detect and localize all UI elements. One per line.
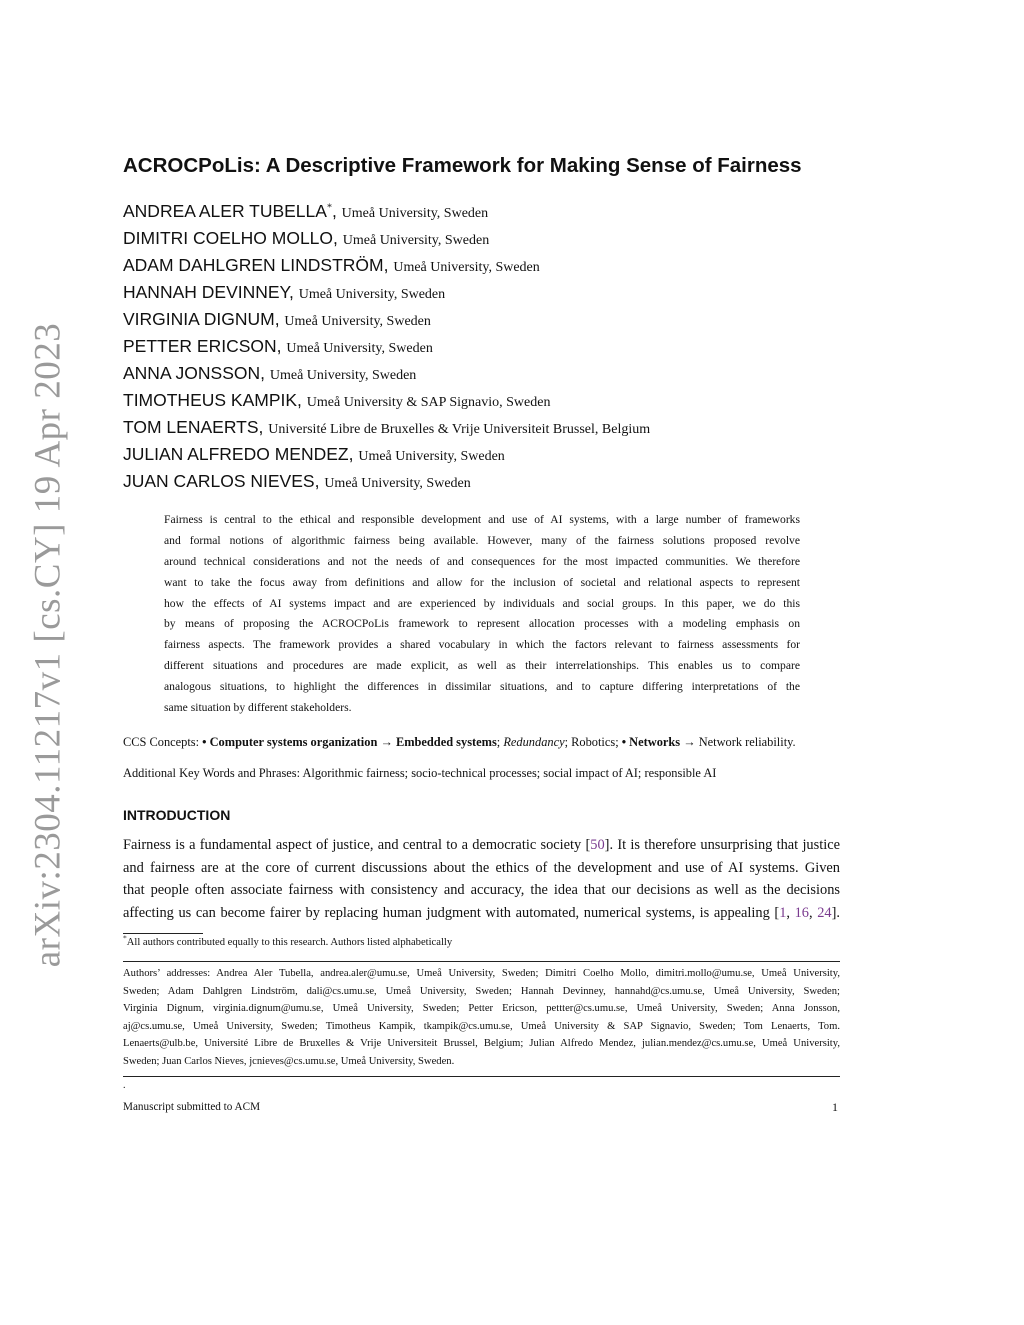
ccs-term: Network reliability.	[698, 735, 796, 749]
intro-text: ,	[809, 905, 818, 922]
author-comma: ,	[348, 444, 359, 464]
ccs-label: CCS Concepts:	[123, 735, 203, 749]
author-entry	[123, 279, 650, 306]
author-list	[123, 198, 650, 495]
author-comma: ,	[333, 228, 343, 248]
author-affiliation: Umeå University, Sweden	[358, 449, 505, 464]
address-line: Sweden; Juan Carlos Nieves, jcnieves@cs.umu.se, Umeå University, Sweden.	[123, 1055, 455, 1067]
author-affiliation: Umeå University, Sweden	[341, 206, 489, 221]
author-entry	[123, 252, 650, 279]
author-name: ANDREA ALER TUBELLA	[123, 201, 327, 221]
author-affiliation: Université Libre de Bruxelles & Vrije Universiteit Brussel, Belgium	[268, 422, 651, 437]
page-number: 1	[832, 1100, 838, 1114]
author-affiliation: Umeå University, Sweden	[298, 287, 446, 302]
intro-line: and fairness are at the core of current discussions about the ethics of the development and use of AI systems. Given	[123, 859, 840, 876]
intro-text: ]. It is therefore unsurprising that justice	[604, 837, 841, 853]
author-name: ADAM DAHLGREN LINDSTRÖM	[123, 255, 384, 275]
abstract-line: want to take the focus away from definitions and allow for the inclusion of societal and relational aspects to represent	[164, 575, 800, 589]
author-entry	[123, 468, 650, 495]
arxiv-stamp: arXiv:2304.11217v1 [cs.CY] 19 Apr 2023	[27, 322, 69, 968]
author-footnote-mark: *	[326, 202, 332, 214]
author-comma: ,	[274, 309, 285, 329]
abstract-line: and formal notions of algorithmic fairness being available. However, many of the fairness solutions proposed revolve	[164, 533, 800, 547]
author-name: ANNA JONSSON	[123, 363, 261, 383]
addresses-rule-bottom	[123, 1076, 840, 1077]
footnote-text: All authors contributed equally to this research. Authors listed alphabetically	[126, 937, 453, 948]
paper-title: ACROCPoLis: A Descriptive Framework for Making Sense of Fairness	[123, 154, 802, 177]
footer-manuscript-note: Manuscript submitted to ACM	[123, 1101, 261, 1113]
author-entry	[123, 198, 650, 225]
author-entry	[123, 225, 650, 252]
author-name: JULIAN ALFREDO MENDEZ	[123, 444, 349, 464]
abstract-line: how the effects of AI systems impact and are experienced by individuals and social groups. In this paper, we do this	[164, 596, 800, 610]
ccs-bullet: •	[202, 735, 210, 749]
author-name: TIMOTHEUS KAMPIK	[123, 390, 298, 410]
footnote	[123, 933, 453, 948]
author-entry	[123, 441, 650, 468]
abstract-line: different situations and procedures are made explicit, as well as their interrelationships. This enables us to compare	[164, 659, 800, 673]
author-comma: ,	[314, 471, 325, 491]
abstract-line: same situation by different stakeholders.	[164, 701, 352, 715]
ccs-separator: ; Robotics;	[564, 735, 622, 749]
author-affiliation: Umeå University, Sweden	[286, 341, 433, 356]
address-line: aj@cs.umu.se, Umeå University, Sweden; Timotheus Kampik, tkampik@cs.umu.se, Umeå University & SAP Signavio, Sweden; Tom Lenaerts, Tom.	[123, 1020, 840, 1032]
abstract-line: around technical considerations and not the needs of and consequences for the most impacted communities. We therefore	[164, 554, 800, 568]
author-affiliation: Umeå University & SAP Signavio, Sweden	[306, 395, 551, 410]
abstract-line: fairness aspects. The framework provides a shared vocabulary in which the factors relevant to fairness assessments for	[164, 638, 800, 652]
citation-link[interactable]: 16	[794, 905, 809, 922]
addresses-dot: .	[123, 1080, 126, 1091]
author-affiliation: Umeå University, Sweden	[269, 368, 417, 383]
author-comma: ,	[383, 255, 394, 275]
author-entry	[123, 360, 650, 387]
ccs-concepts	[123, 735, 796, 750]
addresses-rule-top	[123, 961, 840, 962]
abstract-line: analogous situations, to highlight the differences in dissimilar situations, and to capture differing interpretations of the	[164, 680, 800, 694]
footnote-rule	[123, 933, 203, 934]
abstract-line: by means of proposing the ACROCPoLis framework to represent allocation processes with a modeling emphasis on	[164, 617, 800, 631]
ccs-term: Redundancy	[503, 735, 565, 749]
ccs-term: Embedded systems	[395, 735, 497, 749]
author-affiliation: Umeå University, Sweden	[284, 314, 431, 329]
footnote-mark: *	[123, 933, 127, 943]
author-entry	[123, 333, 650, 360]
intro-line	[123, 834, 840, 857]
author-affiliation: Umeå University, Sweden	[324, 476, 471, 491]
section-heading: INTRODUCTION	[123, 807, 231, 823]
author-name: DIMITRI COELHO MOLLO	[123, 228, 334, 248]
ccs-separator: ;	[496, 735, 504, 749]
ccs-arrow: →	[680, 735, 699, 749]
citation-link[interactable]: 24	[817, 905, 832, 922]
author-name: JUAN CARLOS NIEVES	[123, 471, 315, 491]
author-comma: ,	[331, 201, 342, 221]
citation-link[interactable]: 50	[590, 837, 605, 853]
author-name: HANNAH DEVINNEY	[123, 282, 289, 302]
intro-text: Fairness is a fundamental aspect of justice, and central to a democratic society [	[123, 837, 591, 853]
author-affiliation: Umeå University, Sweden	[393, 260, 540, 275]
author-name: VIRGINIA DIGNUM	[123, 309, 275, 329]
abstract	[164, 510, 800, 719]
ccs-term: Computer systems organization	[209, 735, 378, 749]
keywords: Additional Key Words and Phrases: Algorithmic fairness; socio-technical processes; social impact of AI; responsible AI	[123, 766, 717, 780]
address-line: Lenaerts@ulb.be, Université Libre de Bruxelles & Vrije Universiteit Brussel, Belgium; Julian Alfredo Mendez, julian.mendez@cs.umu.se, Umeå University,	[123, 1038, 840, 1050]
author-name: TOM LENAERTS	[123, 417, 259, 437]
ccs-bullet: •	[621, 735, 630, 749]
author-entry	[123, 414, 650, 441]
ccs-arrow: →	[377, 735, 396, 749]
author-comma: ,	[276, 336, 287, 356]
intro-line	[123, 902, 840, 925]
intro-text: ].	[831, 905, 840, 922]
intro-text: affecting us can become fairer by replacing human judgment with automated, numerical systems, is appealing [	[123, 905, 780, 922]
author-entry	[123, 387, 650, 414]
author-comma: ,	[258, 417, 269, 437]
author-comma: ,	[288, 282, 299, 302]
address-line: Sweden; Adam Dahlgren Lindström, dali@cs.umu.se, Umeå University, Sweden; Hannah Devinney, hannahd@cs.umu.se, Umeå University, Sweden;	[123, 985, 840, 997]
intro-paragraph	[123, 834, 840, 925]
address-line: Authors’ addresses: Andrea Aler Tubella, andrea.aler@umu.se, Umeå University, Sweden; Dimitri Coelho Mollo, dimitri.mollo@umu.se, Umeå University,	[123, 968, 840, 979]
citation-link[interactable]: 1	[779, 905, 787, 922]
author-entry	[123, 306, 650, 333]
author-comma: ,	[260, 363, 270, 383]
abstract-line: Fairness is central to the ethical and responsible development and use of AI systems, with a large number of frameworks	[164, 513, 800, 526]
author-affiliation: Umeå University, Sweden	[342, 233, 490, 248]
address-line: Virginia Dignum, virginia.dignum@umu.se, Umeå University, Sweden; Petter Ericson, pettter@cs.umu.se, Umeå University, Sweden; Anna Jonsson,	[123, 1003, 840, 1015]
author-addresses	[123, 965, 840, 1071]
intro-text: ,	[786, 905, 795, 922]
author-comma: ,	[297, 390, 307, 410]
author-name: PETTER ERICSON	[123, 336, 277, 356]
ccs-term: Networks	[629, 735, 681, 749]
intro-line: that people often associate fairness with consistency and accuracy, the idea that our decisions as well as the decisions	[123, 882, 840, 899]
